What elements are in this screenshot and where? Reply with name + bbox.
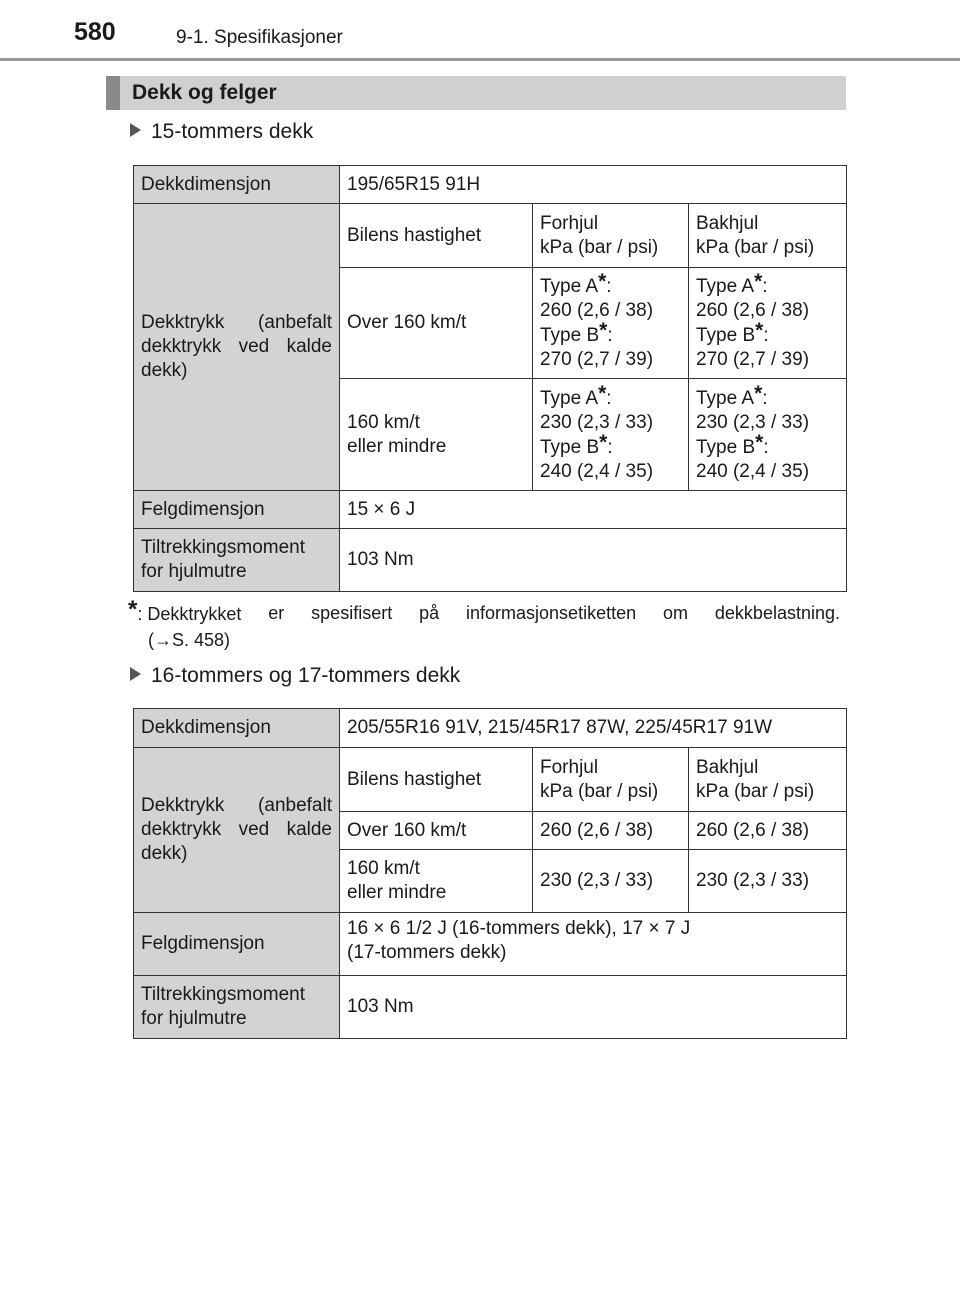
subsection-heading-16-17 — [130, 664, 460, 688]
type-a-label: Type A — [696, 387, 755, 409]
table-row — [134, 529, 847, 592]
dim-label: Dekkdimensjon — [134, 709, 340, 748]
front-pressure — [533, 379, 689, 491]
rear-pressure — [689, 268, 847, 379]
section-title: Dekk og felger — [132, 81, 277, 104]
table-row — [134, 976, 847, 1039]
speed-value: 160 km/t eller mindre — [340, 379, 533, 491]
footnote-word: om — [663, 603, 689, 623]
footnote-star: * — [598, 270, 607, 293]
footnote-word: informasjonsetiketten — [466, 603, 637, 623]
subsection-heading-15-text: 15-tommers dekk — [151, 120, 314, 143]
table-row — [134, 166, 847, 204]
rear-header: Bakhjul kPa (bar / psi) — [689, 748, 847, 812]
torque-label: Tiltrekkingsmoment for hjulmutre — [134, 976, 340, 1039]
front-header: Forhjul kPa (bar / psi) — [533, 204, 689, 268]
type-a-label: Type A — [696, 276, 755, 297]
type-b-value: 270 (2,7 / 39) — [696, 349, 810, 370]
speed-header: Bilens hastighet — [340, 204, 533, 268]
type-b-label: Type B — [696, 436, 756, 458]
table-row — [134, 913, 847, 976]
type-b-label: Type B — [540, 436, 600, 458]
triangle-bullet-icon — [130, 667, 141, 681]
footnote-star: * — [128, 596, 138, 623]
colon: : — [606, 276, 612, 297]
footnote-star: * — [599, 430, 608, 454]
type-a-label: Type A — [540, 276, 599, 297]
front-header: Forhjul kPa (bar / psi) — [533, 748, 689, 812]
footnote-star: * — [599, 319, 608, 342]
footnote-star: * — [755, 430, 764, 454]
rear-pressure: 260 (2,6 / 38) — [689, 812, 847, 850]
page-number: 580 — [74, 18, 116, 46]
section-path: 9-1. Spesifikasjoner — [176, 27, 343, 48]
footnote-word: spesifisert — [311, 603, 393, 623]
type-a-value: 230 (2,3 / 33) — [540, 411, 654, 433]
type-b-value: 240 (2,4 / 35) — [696, 460, 810, 482]
colon: : — [763, 436, 769, 458]
front-pressure: 260 (2,6 / 38) — [533, 812, 689, 850]
subsection-heading-16-17-text: 16-tommers og 17-tommers dekk — [151, 664, 461, 687]
rim-label: Felgdimensjon — [134, 491, 340, 529]
rim-value: 16 × 6 1/2 J (16-tommers dekk), 17 × 7 J (17-tommers dekk) — [340, 913, 847, 976]
colon: : — [607, 436, 613, 458]
footnote-word: på — [419, 603, 440, 623]
torque-label: Tiltrekkingsmoment for hjulmutre — [134, 529, 340, 592]
footnote-word: *: Dekktrykket — [128, 596, 242, 624]
rim-label: Felgdimensjon — [134, 913, 340, 976]
footnote-word: er — [268, 603, 285, 623]
pressure-label: Dekktrykk (anbefalt dekktrykk ved kalde dekk) — [134, 748, 340, 913]
footnote-star: * — [755, 319, 764, 342]
table-row — [134, 748, 847, 812]
footnote — [128, 596, 840, 653]
dim-value: 205/55R16 91V, 215/45R17 87W, 225/45R17 91W — [340, 709, 847, 748]
type-b-value: 270 (2,7 / 39) — [540, 349, 654, 370]
type-a-value: 260 (2,6 / 38) — [540, 300, 654, 321]
colon: : — [762, 387, 768, 409]
type-b-label: Type B — [696, 325, 756, 346]
footnote-page-ref: (→S. 458) — [148, 630, 231, 650]
footnote-star: * — [754, 270, 763, 293]
header-rule — [0, 58, 960, 61]
colon: : — [762, 276, 768, 297]
torque-value: 103 Nm — [340, 976, 847, 1039]
speed-value: 160 km/t eller mindre — [340, 850, 533, 913]
rim-value: 15 × 6 J — [340, 491, 847, 529]
subsection-heading-15 — [130, 120, 313, 144]
table-row — [134, 709, 847, 748]
speed-value: Over 160 km/t — [340, 268, 533, 379]
tire-table-16-17 — [133, 708, 847, 1039]
footnote-line — [128, 596, 840, 627]
dim-value: 195/65R15 91H — [340, 166, 847, 204]
speed-header: Bilens hastighet — [340, 748, 533, 812]
type-b-label: Type B — [540, 325, 600, 346]
colon: : — [607, 325, 613, 346]
colon: : — [763, 325, 769, 346]
rear-pressure — [689, 379, 847, 491]
type-a-label: Type A — [540, 387, 599, 409]
type-a-value: 230 (2,3 / 33) — [696, 411, 810, 433]
front-pressure — [533, 268, 689, 379]
table-row — [134, 204, 847, 268]
tire-table-15 — [133, 165, 847, 592]
rear-header: Bakhjul kPa (bar / psi) — [689, 204, 847, 268]
speed-value: Over 160 km/t — [340, 812, 533, 850]
triangle-bullet-icon — [130, 123, 141, 137]
footnote-star: * — [754, 381, 763, 405]
footnote-word: dekkbelastning. — [714, 603, 840, 623]
rear-pressure: 230 (2,3 / 33) — [689, 850, 847, 913]
torque-value: 103 Nm — [340, 529, 847, 592]
type-a-value: 260 (2,6 / 38) — [696, 300, 810, 321]
front-pressure: 230 (2,3 / 33) — [533, 850, 689, 913]
type-b-value: 240 (2,4 / 35) — [540, 460, 654, 482]
dim-label: Dekkdimensjon — [134, 166, 340, 204]
section-title-bar — [106, 76, 846, 110]
pressure-label: Dekktrykk (anbefalt dekktrykk ved kalde dekk) — [134, 204, 340, 491]
footnote-star: * — [598, 381, 607, 405]
colon: : — [606, 387, 612, 409]
table-row — [134, 491, 847, 529]
